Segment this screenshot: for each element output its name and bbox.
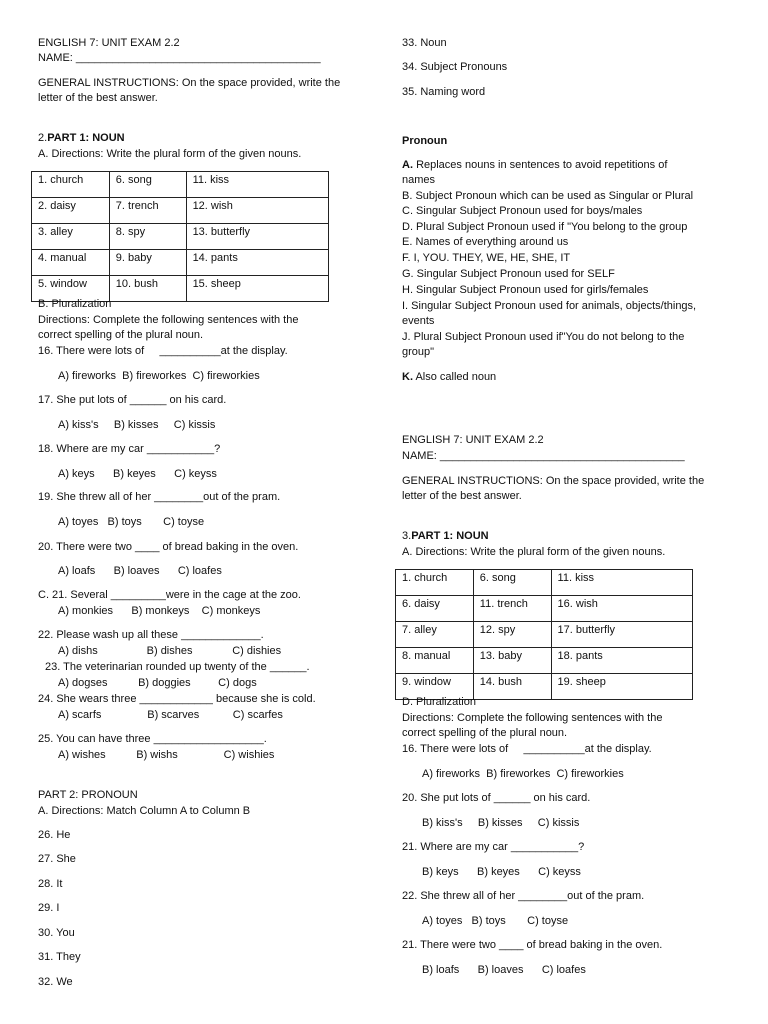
question-22: 22. Please wash up all these _____________.: [38, 629, 264, 641]
table-cell: 6. song: [473, 570, 551, 596]
part1-title: PART 1: NOUN: [47, 132, 125, 144]
answer-choices-20: A) loafs B) loaves C) loafes: [58, 565, 222, 577]
plural-nouns-table: [31, 171, 329, 302]
part2-directions: A. Directions: Match Column A to Column B: [38, 805, 251, 817]
table-cell: 12. spy: [473, 622, 551, 648]
general-instructions-2-cont: letter of the best answer.: [402, 490, 522, 502]
exam-title-2: ENGLISH 7: UNIT EXAM 2.2: [402, 434, 544, 446]
table-cell: 11. kiss: [551, 570, 692, 596]
table-cell: 16. wish: [551, 596, 692, 622]
part1-heading: [38, 131, 125, 146]
answer-choices-23: A) dogses B) doggies C) dogs: [58, 677, 257, 689]
question-16-b: 16. There were lots of __________at the display.: [402, 743, 652, 755]
match-item-35: 35. Naming word: [402, 86, 486, 98]
part1-number: 2.: [38, 132, 48, 144]
table-cell: 6. daisy: [396, 596, 474, 622]
part1-title: PART 1: NOUN: [411, 530, 489, 542]
answer-choices-22-b: A) toyes B) toys C) toyse: [422, 915, 569, 927]
general-instructions-2: GENERAL INSTRUCTIONS: On the space provided, write the: [402, 475, 705, 487]
answer-choices-22: A) dishs B) dishes C) dishies: [58, 645, 282, 657]
table-row: [396, 648, 693, 674]
pluralization-directions-2: Directions: Complete the following sentences with the: [402, 712, 663, 724]
table-cell: 9. baby: [109, 250, 186, 276]
pronoun-choice-a-cont: names: [402, 174, 436, 186]
table-cell: 19. sheep: [551, 674, 692, 700]
answer-choices-21-c: B) loafs B) loaves C) loafes: [422, 964, 586, 976]
table-cell: 14. bush: [473, 674, 551, 700]
table-row: [32, 172, 329, 198]
question-16: 16. There were lots of __________at the display.: [38, 345, 288, 357]
pluralization-directions-cont: correct spelling of the plural noun.: [38, 329, 204, 341]
table-row: [32, 250, 329, 276]
table-cell: 6. song: [109, 172, 186, 198]
table-cell: 8. spy: [109, 224, 186, 250]
table-cell: 2. daisy: [32, 198, 110, 224]
answer-choices-18: A) keys B) keyes C) keyss: [58, 468, 217, 480]
table-cell: 17. butterfly: [551, 622, 692, 648]
answer-choices-25: A) wishes B) wishs C) wishies: [58, 749, 275, 761]
table-cell: 10. bush: [109, 276, 186, 302]
match-item-31: 31. They: [38, 951, 81, 963]
pronoun-choice-j: J. Plural Subject Pronoun used if"You do not belong to the: [402, 331, 685, 343]
table-cell: 1. church: [32, 172, 110, 198]
pluralization-directions: Directions: Complete the following sentences with the: [38, 314, 299, 326]
pluralization-directions-2-cont: correct spelling of the plural noun.: [402, 727, 568, 739]
pronoun-choice-e: E. Names of everything around us: [402, 236, 569, 248]
pronoun-choice-c: C. Singular Subject Pronoun used for boys/males: [402, 205, 643, 217]
pronoun-choice-d: D. Plural Subject Pronoun used if "You belong to the group: [402, 221, 688, 233]
answer-choices-16: A) fireworks B) fireworkes C) fireworkies: [58, 370, 260, 382]
part1-directions: A. Directions: Write the plural form of the given nouns.: [38, 148, 302, 160]
question-21: C. 21. Several _________were in the cage at the zoo.: [38, 589, 301, 601]
table-cell: 5. window: [32, 276, 110, 302]
match-item-29: 29. I: [38, 902, 60, 914]
pronoun-choice-k: [402, 370, 496, 385]
table-row: [32, 224, 329, 250]
table-cell: 8. manual: [396, 648, 474, 674]
table-cell: 11. trench: [473, 596, 551, 622]
answer-choices-19: A) toyes B) toys C) toyse: [58, 516, 205, 528]
pluralization-heading: B. Pluralization: [38, 298, 112, 310]
answer-choices-24: A) scarfs B) scarves C) scarfes: [58, 709, 283, 721]
pronoun-choice-j-cont: group": [402, 346, 435, 358]
answer-choices-21: A) monkies B) monkeys C) monkeys: [58, 605, 261, 617]
question-21-b: 21. Where are my car ___________?: [402, 841, 585, 853]
pluralization-heading-2: D. Pluralization: [402, 696, 476, 708]
question-21-c: 21. There were two ____ of bread baking in the oven.: [402, 939, 663, 951]
general-instructions-cont: letter of the best answer.: [38, 92, 158, 104]
table-row: [396, 622, 693, 648]
table-cell: 4. manual: [32, 250, 110, 276]
question-25: 25. You can have three __________________.: [38, 733, 267, 745]
name-line: NAME: ________________________________________: [38, 52, 321, 64]
exam-title: ENGLISH 7: UNIT EXAM 2.2: [38, 37, 180, 49]
question-18: 18. Where are my car ___________?: [38, 443, 221, 455]
table-cell: 13. baby: [473, 648, 551, 674]
pronoun-choice-f: F. I, YOU. THEY, WE, HE, SHE, IT: [402, 252, 571, 264]
table-cell: 7. alley: [396, 622, 474, 648]
answer-choices-21-b: B) keys B) keyes C) keyss: [422, 866, 581, 878]
table-row: [32, 198, 329, 224]
question-19: 19. She threw all of her ________out of the pram.: [38, 491, 281, 503]
table-cell: 18. pants: [551, 648, 692, 674]
table-row: [396, 570, 693, 596]
pronoun-choice-i-cont: events: [402, 315, 435, 327]
plural-nouns-table-2: [395, 569, 693, 700]
table-cell: 15. sheep: [186, 276, 328, 302]
table-cell: 1. church: [396, 570, 474, 596]
pronoun-choice-a: [402, 158, 667, 173]
match-item-28: 28. It: [38, 878, 63, 890]
match-item-32: 32. We: [38, 976, 73, 988]
part1-number: 3.: [402, 530, 412, 542]
general-instructions: GENERAL INSTRUCTIONS: On the space provided, write the: [38, 77, 341, 89]
table-row: [396, 596, 693, 622]
pronoun-choice-b: B. Subject Pronoun which can be used as Singular or Plural: [402, 190, 694, 202]
table-cell: 13. butterfly: [186, 224, 328, 250]
question-23: 23. The veterinarian rounded up twenty of the ______.: [45, 661, 310, 673]
choice-text: Replaces nouns in sentences to avoid repetitions of: [416, 159, 668, 171]
pronoun-heading: Pronoun: [402, 135, 448, 147]
match-item-34: 34. Subject Pronouns: [402, 61, 508, 73]
table-cell: 14. pants: [186, 250, 328, 276]
table-cell: 7. trench: [109, 198, 186, 224]
pronoun-choice-g: G. Singular Subject Pronoun used for SELF: [402, 268, 615, 280]
answer-choices-20-b: B) kiss's B) kisses C) kissis: [422, 817, 580, 829]
match-item-26: 26. He: [38, 829, 71, 841]
part2-heading: PART 2: PRONOUN: [38, 789, 138, 801]
answer-choices-16-b: A) fireworks B) fireworkes C) fireworkies: [422, 768, 624, 780]
name-line-2: NAME: ________________________________________: [402, 450, 685, 462]
part1-directions-2: A. Directions: Write the plural form of the given nouns.: [402, 546, 666, 558]
question-24: 24. She wears three ____________ because she is cold.: [38, 693, 316, 705]
choice-letter: A.: [402, 159, 413, 171]
table-cell: 12. wish: [186, 198, 328, 224]
question-17: 17. She put lots of ______ on his card.: [38, 394, 227, 406]
match-item-30: 30. You: [38, 927, 75, 939]
table-cell: 9. window: [396, 674, 474, 700]
pronoun-choice-i: I. Singular Subject Pronoun used for animals, objects/things,: [402, 300, 697, 312]
choice-letter: K.: [402, 371, 413, 383]
question-20-b: 20. She put lots of ______ on his card.: [402, 792, 591, 804]
question-22-b: 22. She threw all of her ________out of the pram.: [402, 890, 645, 902]
table-cell: 11. kiss: [186, 172, 328, 198]
pronoun-choice-h: H. Singular Subject Pronoun used for girls/females: [402, 284, 649, 296]
part1-heading-2: [402, 529, 489, 544]
question-20: 20. There were two ____ of bread baking in the oven.: [38, 541, 299, 553]
choice-text: Also called noun: [415, 371, 497, 383]
table-cell: 3. alley: [32, 224, 110, 250]
match-item-27: 27. She: [38, 853, 76, 865]
answer-choices-17: A) kiss's B) kisses C) kissis: [58, 419, 216, 431]
match-item-33: 33. Noun: [402, 37, 447, 49]
